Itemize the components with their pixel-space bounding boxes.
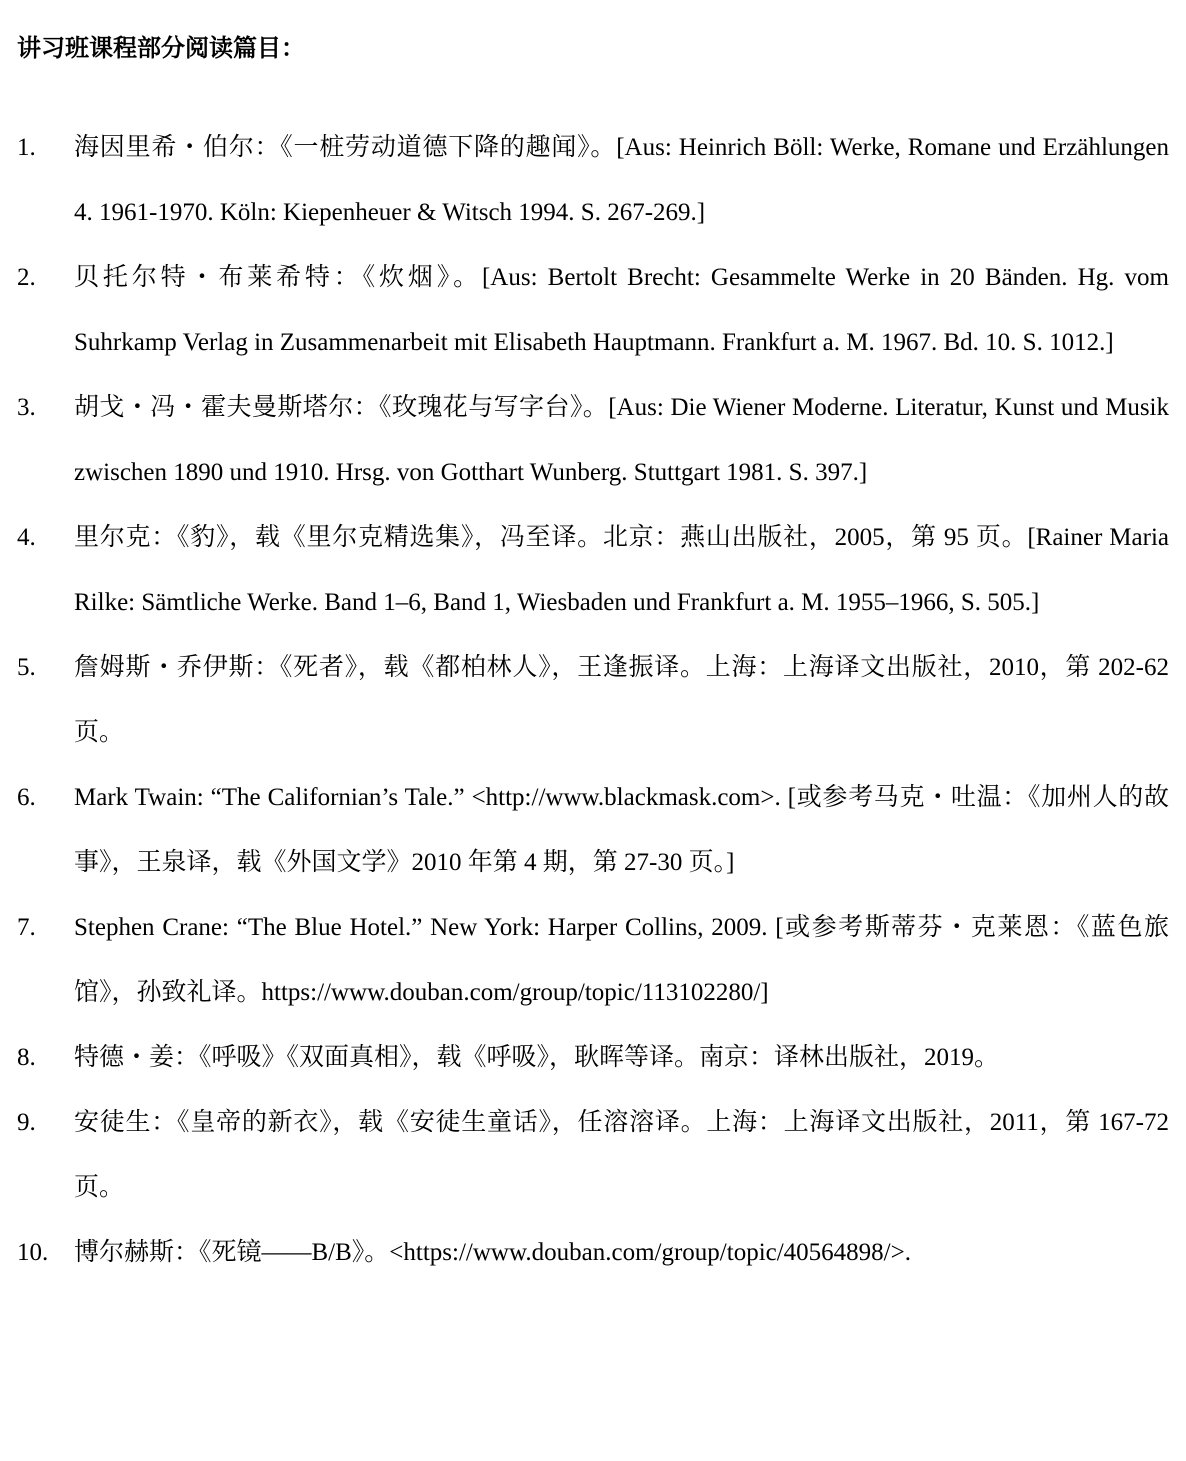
list-item-text: Stephen Crane: “The Blue Hotel.” New York: Harper Collins, 2009. [或参考斯蒂芬・克莱恩：《蓝色旅馆》，孙致礼译。https://www.douban.com/group/topic/113102280/] bbox=[74, 914, 1169, 1006]
list-item-number: 1. bbox=[17, 134, 36, 161]
list-item-number: 6. bbox=[17, 784, 36, 811]
list-item-number: 10. bbox=[17, 1239, 49, 1266]
list-item-text: 博尔赫斯：《死镜——B/B》。<https://www.douban.com/group/topic/40564898/>. bbox=[74, 1239, 911, 1266]
list-item bbox=[17, 895, 1169, 1025]
list-item-text: 胡戈・冯・霍夫曼斯塔尔：《玫瑰花与写字台》。[Aus: Die Wiener Moderne. Literatur, Kunst und Musik zwischen 1890 und 1910. Hrsg. von Gotthart Wunberg. Stuttgart 1981. S. 397.] bbox=[74, 394, 1169, 486]
list-item-text: 特德・姜：《呼吸》《双面真相》，载《呼吸》，耿晖等译。南京：译林出版社，2019。 bbox=[74, 1044, 1000, 1071]
list-item-text: 里尔克：《豹》，载《里尔克精选集》，冯至译。北京：燕山出版社，2005，第 95 页。[Rainer Maria Rilke: Sämtliche Werke. Band 1–6, Band 1, Wiesbaden und Frankfurt a. M. 1955–1966, S. 505.] bbox=[74, 524, 1169, 616]
list-item bbox=[17, 115, 1169, 245]
list-item-text: Mark Twain: “The Californian’s Tale.” <http://www.blackmask.com>. [或参考马克・吐温：《加州人的故事》，王泉译，载《外国文学》2010 年第 4 期，第 27-30 页。] bbox=[74, 784, 1169, 876]
list-item bbox=[17, 1025, 1169, 1090]
list-item-text: 贝托尔特・布莱希特：《炊烟》。[Aus: Bertolt Brecht: Gesammelte Werke in 20 Bänden. Hg. vom Suhrkamp Verlag in Zusammenarbeit mit Elisabeth Hauptmann. Frankfurt a. M. 1967. Bd. 10. S. 1012.] bbox=[74, 264, 1169, 356]
list-item-text: 安徒生：《皇帝的新衣》，载《安徒生童话》，任溶溶译。上海：上海译文出版社，2011，第 167-72 页。 bbox=[74, 1109, 1169, 1201]
list-item bbox=[17, 245, 1169, 375]
list-item-number: 9. bbox=[17, 1109, 36, 1136]
list-item-text: 海因里希・伯尔：《一桩劳动道德下降的趣闻》。[Aus: Heinrich Böll: Werke, Romane und Erzählungen 4. 1961-1970. Köln: Kiepenheuer & Witsch 1994. S. 267-269.] bbox=[74, 134, 1169, 226]
list-item bbox=[17, 635, 1169, 765]
list-item-number: 8. bbox=[17, 1044, 36, 1071]
document-title: 讲习班课程部分阅读篇目： bbox=[17, 34, 305, 62]
list-item bbox=[17, 375, 1169, 505]
list-item bbox=[17, 1090, 1169, 1220]
list-item-number: 3. bbox=[17, 394, 36, 421]
list-item bbox=[17, 505, 1169, 635]
list-item-text: 詹姆斯・乔伊斯：《死者》，载《都柏林人》，王逢振译。上海：上海译文出版社，2010，第 202-62 页。 bbox=[74, 654, 1169, 746]
reading-list bbox=[17, 115, 1169, 1285]
list-item-number: 2. bbox=[17, 264, 36, 291]
list-item bbox=[17, 1220, 1169, 1285]
list-item bbox=[17, 765, 1169, 895]
list-item-number: 7. bbox=[17, 914, 36, 941]
list-item-number: 4. bbox=[17, 524, 36, 551]
list-item-number: 5. bbox=[17, 654, 36, 681]
